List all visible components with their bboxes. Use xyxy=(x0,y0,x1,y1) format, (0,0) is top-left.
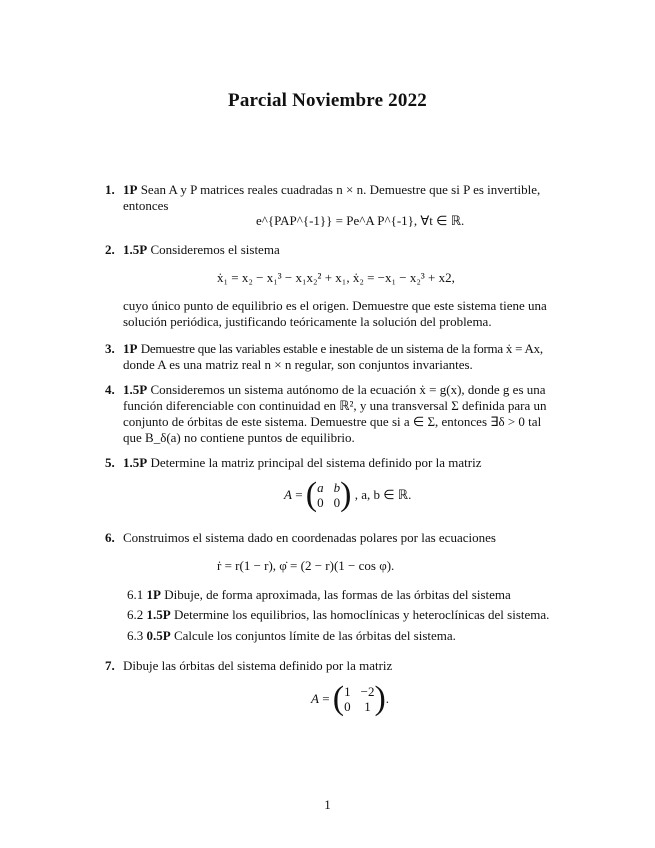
subproblem-number: 6.2 xyxy=(127,607,144,622)
problem-2-line3: solución periódica, justificando teóricamente la solución del problema. xyxy=(123,314,492,329)
subproblem-number: 6.3 xyxy=(127,628,144,643)
problem-6-3 xyxy=(127,628,456,644)
problem-7-line1: Dibuje las órbitas del sistema definido por la matriz xyxy=(123,658,393,673)
problem-7-matrix xyxy=(344,684,374,714)
problem-1-equation: e^{PAP^{-1}} = Pe^A P^{-1}, ∀t ∈ ℝ. xyxy=(256,213,465,228)
matrix-cell: −2 xyxy=(360,684,375,699)
matrix-cell: 0 xyxy=(317,495,324,510)
problem-2-line1: Consideremos el sistema xyxy=(150,242,280,257)
problem-3-number: 3. xyxy=(105,341,115,356)
problem-4-line1: Consideremos un sistema autónomo de la ecuación ẋ = g(x), donde g es una xyxy=(150,382,546,397)
matrix-cell: 1 xyxy=(344,684,351,699)
problem-5-points: 1.5P xyxy=(123,455,148,470)
problem-6-number: 6. xyxy=(105,530,115,545)
problem-5-line1: Determine la matriz principal del sistema definido por la matriz xyxy=(150,455,482,470)
problem-2-equation: ẋ₁ = x₂ − x₁³ − x₁x₂² + x₁, ẋ₂ = −x₁ − x₂³ + x2, xyxy=(217,270,455,285)
matrix-cell: b xyxy=(333,480,341,495)
problem-3-points: 1P xyxy=(123,341,138,356)
subproblem-points: 1.5P xyxy=(146,607,171,622)
problem-5-equation: A = ( a b 0 0 ) , a, b ∈ ℝ. xyxy=(284,476,412,513)
problem-1-text xyxy=(123,182,540,198)
problem-4-line4: que B_δ(a) no contiene puntos de equilibrio. xyxy=(123,430,355,445)
page-title: Parcial Noviembre 2022 xyxy=(228,90,427,111)
problem-5-suffix: , a, b ∈ ℝ. xyxy=(354,487,412,502)
problem-1-line1: Sean A y P matrices reales cuadradas n × n. Demuestre que si P es invertible, xyxy=(140,182,541,197)
problem-4-points: 1.5P xyxy=(123,382,148,397)
problem-4-line3: conjunto de órbitas de este sistema. Demuestre que si a ∈ Σ, entonces ∃δ > 0 tal xyxy=(123,414,542,429)
problem-5-number: 5. xyxy=(105,455,115,470)
problem-5-matrix xyxy=(317,480,340,510)
problem-7-number: 7. xyxy=(105,658,115,673)
problem-3-line2: donde A es una matriz real n × n regular, son conjuntos invariantes. xyxy=(123,357,473,372)
problem-2-line2: cuyo único punto de equilibrio es el origen. Demuestre que este sistema tiene una xyxy=(123,298,547,313)
problem-7-suffix: . xyxy=(385,691,390,706)
problem-2-points: 1.5P xyxy=(123,242,148,257)
subproblem-text: Calcule los conjuntos límite de las órbitas del sistema. xyxy=(173,628,456,643)
matrix-cell: a xyxy=(317,480,324,495)
subproblem-text: Determine los equilibrios, las homoclínicas y heteroclínicas del sistema. xyxy=(173,607,550,622)
problem-2-number: 2. xyxy=(105,242,115,257)
problem-3-line1: Demuestre que las variables estable e inestable de un sistema de la forma ẋ = Ax, xyxy=(140,341,543,356)
subproblem-number: 6.1 xyxy=(127,587,144,602)
problem-6-2 xyxy=(127,607,549,623)
problem-1-points: 1P xyxy=(123,182,138,197)
problem-2-text xyxy=(123,242,280,258)
problem-4-line2: función diferenciable con continuidad en ℝ², y una transversal Σ definida para un xyxy=(123,398,547,413)
problem-6-line1: Construimos el sistema dado en coordenadas polares por las ecuaciones xyxy=(123,530,496,545)
subproblem-points: 0.5P xyxy=(146,628,171,643)
problem-4-number: 4. xyxy=(105,382,115,397)
problem-3-text xyxy=(123,341,543,357)
problem-6-1 xyxy=(127,587,511,603)
problem-4-text xyxy=(123,382,546,398)
subproblem-points: 1P xyxy=(146,587,161,602)
problem-1-line2: entonces xyxy=(123,198,169,213)
problem-5-text xyxy=(123,455,481,471)
problem-6-equation: ṙ = r(1 − r), φ̇ = (2 − r)(1 − cos φ). xyxy=(217,558,395,573)
matrix-cell: 0 xyxy=(333,495,341,510)
matrix-cell: 0 xyxy=(344,699,351,714)
page-number: 1 xyxy=(324,797,331,812)
problem-1-number: 1. xyxy=(105,182,115,197)
matrix-cell: 1 xyxy=(364,699,371,714)
problem-7-equation: A = ( 1 −2 0 1 ). xyxy=(311,680,390,717)
subproblem-text: Dibuje, de forma aproximada, las formas de las órbitas del sistema xyxy=(164,587,511,602)
